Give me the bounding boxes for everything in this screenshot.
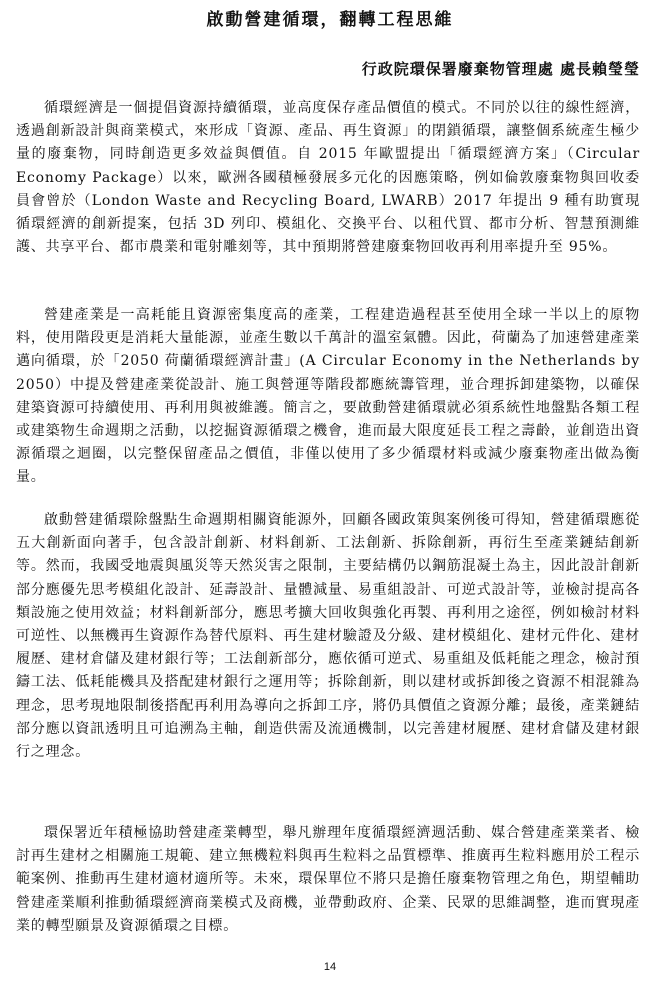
document-title: 啟動營建循環，翻轉工程思維: [206, 10, 454, 30]
paragraph-innovation-aspects: 啟動營建循環除盤點生命週期相關資能源外，回顧各國政策與案例後可得知，營建循環應從五大創新面向著手，包含設計創新、材料創新、工法創新、拆除創新，再衍生至產業鏈結創新等。然而，我國受地震與風災等天然災害之限制，主要結構仍以鋼筋混凝土為主，因此設計創新部分應優先思考模組化設計、延壽設計、量體減量、易重組設計、可逆式設計等，並檢討提高各類設施之使用效益；材料創新部分，應思考擴大回收與強化再製、再利用之途徑，例如檢討材料可逆性、以無機再生資源作為替代原料、再生建材驗證及分級、建材模組化、建材元件化、建材履歷、建材倉儲及建材銀行等；工法創新部分，應依循可逆式、易重組及低耗能之理念，檢討預鑄工法、低耗能機具及搭配建材銀行之運用等；拆除創新，則以建材或拆卸後之資源不相混雜為理念，思考現地限制後搭配再利用為導向之拆卸工序，將仍具價值之資源分離；最後，產業鏈結部分應以資訊透明且可追溯為主軸，創造供需及流通機制，以完善建材履歷、建材倉儲及建材銀行之理念。: [16, 512, 640, 761]
paragraph-epa-efforts: 環保署近年積極協助營建產業轉型，舉凡辦理年度循環經濟週活動、媒合營建產業業者、檢討再生建材之相關施工規範、建立無機粒料與再生粒料之品質標準、推廣再生粒料應用於工程示範案例、推動再生建材適材適所等。未來，環保單位不將只是擔任廢棄物管理之角色，期望輔助營建產業順利推動循環經濟商業模式及商機，並帶動政府、企業、民眾的思維調整，進而實現產業的轉型願景及資源循環之目標。: [16, 825, 640, 934]
author-line: 行政院環保署廢棄物管理處 處長賴瑩瑩: [361, 60, 640, 78]
paragraph-circular-economy: 循環經濟是一個提倡資源持續循環，並高度保存產品價值的模式。不同於以往的線性經濟，透過創新設計與商業模式，來形成「資源、產品、再生資源」的閉鎖循環，讓整個系統產生極少量的廢棄物，同時創造更多效益與價值。自 2015 年歐盟提出「循環經濟方案」（Circular Economy Package）以來，歐洲各國積極發展多元化的因應策略，例如倫敦廢棄物與回收委員會曾於（London Waste and Recycling Board, LWARB）2017 年提出 9 種有助實現循環經濟的創新提案，包括 3D 列印、模組化、交換平台、以租代買、都市分析、智慧預測維護、共享平台、都市農業和電射雕刻等，其中預期將營建廢棄物回收再利用率提升至 95%。: [16, 100, 640, 256]
page-number: 14: [323, 961, 337, 973]
paragraph-construction-industry: 營建產業是一高耗能且資源密集度高的產業，工程建造過程甚至使用全球一半以上的原物料，使用階段更是消耗大量能源，並產生數以千萬計的溫室氣體。因此，荷蘭為了加速營建產業邁向循環，於「2050 荷蘭循環經濟計畫」(A Circular Economy in the Netherlands by 2050）中提及營建產業從設計、施工與營運等階段都應統籌管理，並合理拆卸建築物，以確保建築資源可持續使用、再利用與被維護。簡言之，要啟動營建循環就必須系統性地盤點各類工程或建築物生命週期之活動，以挖掘資源循環之機會，進而最大限度延長工程之壽齡，並創造出資源循環之迴圈，以完整保留產品之價值，非僅以使用了多少循環材料或減少廢棄物產出做為衡量。: [16, 307, 640, 486]
